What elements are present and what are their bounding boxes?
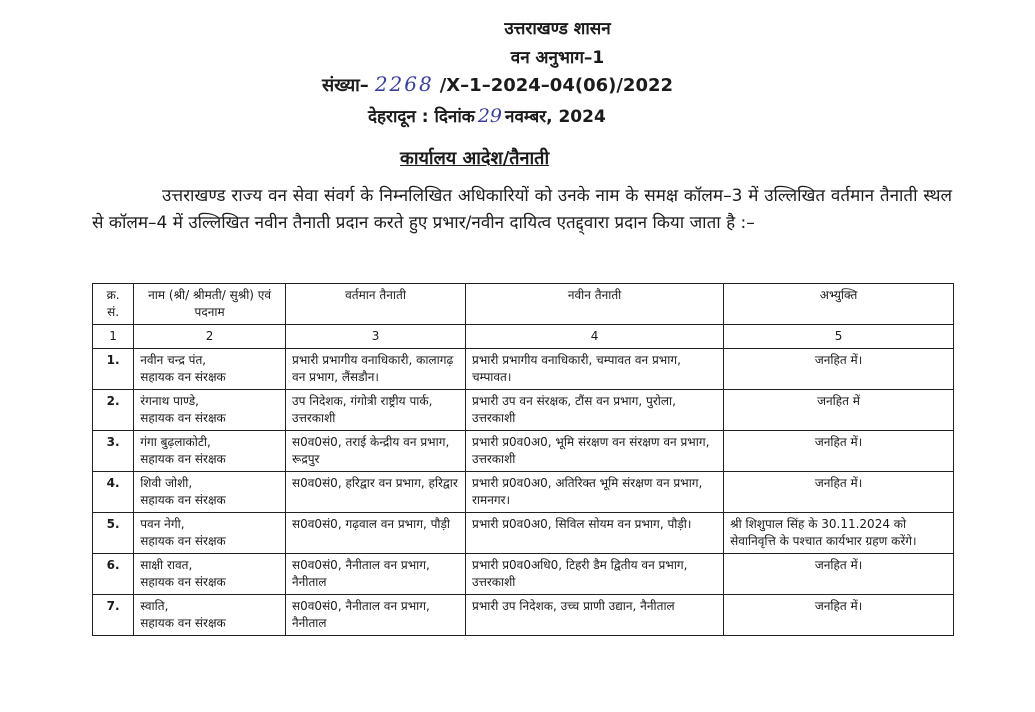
ref-suffix: /X–1–2024–04(06)/2022 [439,75,674,96]
reference-number [322,72,673,97]
remark-cell: जनहित में। [724,349,954,390]
current-posting-cell: उप निदेशक, गंगोत्री राष्ट्रीय पार्क, उत्तरकाशी [286,390,466,431]
col-number: 4 [466,325,724,349]
officer-designation: सहायक वन संरक्षक [140,493,226,507]
table-row [93,431,954,472]
col-number: 3 [286,325,466,349]
date-handwritten-day: 29 [477,105,503,127]
table-row [93,554,954,595]
table-row [93,390,954,431]
place-date [368,104,606,127]
remark-cell: जनहित में। [724,472,954,513]
table-row [93,349,954,390]
officer-name: पवन नेगी, [140,517,185,531]
officer-designation: सहायक वन संरक्षक [140,616,226,630]
ref-prefix: संख्या– [322,75,369,96]
government-name: उत्तराखण्ड शासन [504,19,611,39]
table-row [93,472,954,513]
officer-name: साक्षी रावत, [140,558,193,572]
officer-designation: सहायक वन संरक्षक [140,452,226,466]
department-section: वन अनुभाग–1 [510,48,605,68]
order-paragraph: उत्तराखण्ड राज्य वन सेवा संवर्ग के निम्नलिखित अधिकारियों को उनके नाम के समक्ष कॉलम–3 में उल्लिखित वर्तमान तैनाती स्थल से कॉलम–4 में उल्लिखित नवीन तैनाती प्रदान करते हुए प्रभार/नवीन दायित्व एतद्द्वारा प्रदान किया जाता है :– [92,186,952,233]
name-cell [134,431,286,472]
new-posting-cell: प्रभारी प्र0व0अधि0, टिहरी डैम द्वितीय वन प्रभाग, उत्तरकाशी [466,554,724,595]
officer-name: स्वाति, [140,599,169,613]
officer-designation: सहायक वन संरक्षक [140,411,226,425]
current-posting-cell: प्रभारी प्रभागीय वनाधिकारी, कालागढ़ वन प्रभाग, लैंसडौन। [286,349,466,390]
officer-name: शिवी जोशी, [140,476,193,490]
remark-cell: जनहित में। [724,554,954,595]
new-posting-cell: प्रभारी प्र0व0अ0, सिविल सोयम वन प्रभाग, पौड़ी। [466,513,724,554]
col-number: 1 [93,325,134,349]
remark-cell: श्री शिशुपाल सिंह के 30.11.2024 को सेवानिवृत्ति के पश्चात कार्यभार ग्रहण करेंगे। [724,513,954,554]
table-header-row [93,284,954,325]
new-posting-cell: प्रभारी उप वन संरक्षक, टौंस वन प्रभाग, पुरोला, उत्तरकाशी [466,390,724,431]
col-header-new-posting: नवीन तैनाती [466,284,724,325]
col-header-current-posting: वर्तमान तैनाती [286,284,466,325]
col-header-remarks: अभ्युक्ति [724,284,954,325]
officer-name: नवीन चन्द्र पंत, [140,353,207,367]
current-posting-cell: स0व0सं0, नैनीताल वन प्रभाग, नैनीताल [286,595,466,636]
name-cell [134,595,286,636]
serial-cell: 1. [93,349,134,390]
serial-cell: 6. [93,554,134,595]
current-posting-cell: स0व0सं0, हरिद्वार वन प्रभाग, हरिद्वार [286,472,466,513]
current-posting-cell: स0व0सं0, नैनीताल वन प्रभाग, नैनीताल [286,554,466,595]
current-posting-cell: स0व0सं0, तराई केन्द्रीय वन प्रभाग, रूद्रपुर [286,431,466,472]
col-header-name: नाम (श्री/ श्रीमती/ सुश्री) एवं पदनाम [134,284,286,325]
serial-cell: 2. [93,390,134,431]
col-number: 2 [134,325,286,349]
remark-cell: जनहित में [724,390,954,431]
name-cell [134,554,286,595]
serial-cell: 4. [93,472,134,513]
col-header-serial: क्र. सं. [93,284,134,325]
name-cell [134,472,286,513]
new-posting-cell: प्रभारी प्र0व0अ0, भूमि संरक्षण वन संरक्षण वन प्रभाग, उत्तरकाशी [466,431,724,472]
name-cell [134,513,286,554]
order-subject: कार्यालय आदेश/तैनाती [400,148,550,169]
officer-designation: सहायक वन संरक्षक [140,534,226,548]
name-cell [134,349,286,390]
table-row [93,595,954,636]
new-posting-cell: प्रभारी प्रभागीय वनाधिकारी, चम्पावत वन प्रभाग, चम्पावत। [466,349,724,390]
table-row [93,513,954,554]
serial-cell: 5. [93,513,134,554]
place-suffix: नवम्बर, 2024 [505,107,606,127]
postings-table [92,283,954,636]
col-number: 5 [724,325,954,349]
serial-cell: 7. [93,595,134,636]
new-posting-cell: प्रभारी उप निदेशक, उच्च प्राणी उद्यान, नैनीताल [466,595,724,636]
officer-designation: सहायक वन संरक्षक [140,575,226,589]
officer-designation: सहायक वन संरक्षक [140,370,226,384]
name-cell [134,390,286,431]
place-prefix: देहरादून : दिनांक [368,107,475,127]
column-number-row [93,325,954,349]
remark-cell: जनहित में। [724,431,954,472]
officer-name: रंगनाथ पाण्डे, [140,394,199,408]
serial-cell: 3. [93,431,134,472]
remark-cell: जनहित में। [724,595,954,636]
officer-name: गंगा बुढ़लाकोटी, [140,435,211,449]
new-posting-cell: प्रभारी प्र0व0अ0, अतिरिक्त भूमि संरक्षण वन प्रभाग, रामनगर। [466,472,724,513]
ref-handwritten-number: 2268 [374,72,434,96]
current-posting-cell: स0व0सं0, गढ़वाल वन प्रभाग, पौड़ी [286,513,466,554]
